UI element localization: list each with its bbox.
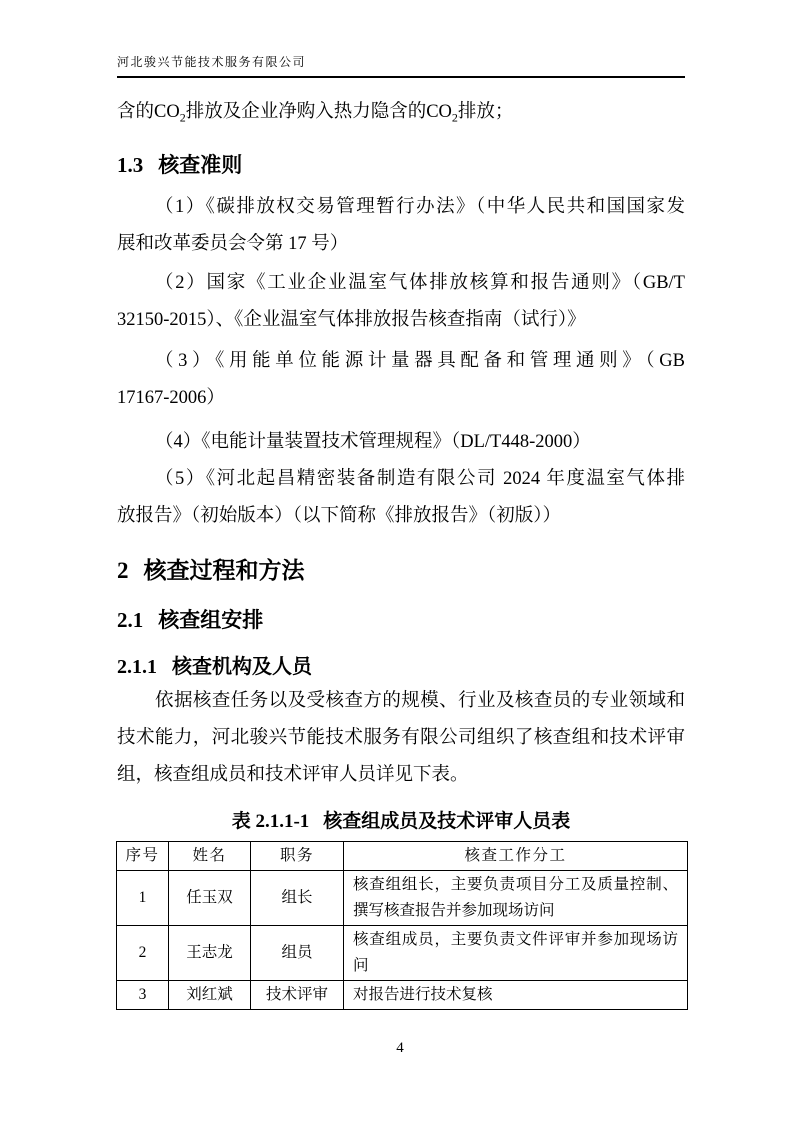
section-2-1-1-number: 2.1.1 xyxy=(117,656,157,678)
co2-subscript-2: 2 xyxy=(451,110,458,125)
verification-team-table xyxy=(116,841,688,1010)
table-caption-number: 表 2.1.1-1 xyxy=(231,811,310,832)
header-company-name: 河北骏兴节能技术服务有限公司 xyxy=(117,55,307,69)
criteria-item-3 xyxy=(117,343,685,417)
section-1-3-number: 1.3 xyxy=(117,153,144,177)
cell-role: 技术评审 xyxy=(251,981,344,1010)
paragraph-line-3: 组，核查组成员和技术评审人员详见下表。 xyxy=(117,765,469,785)
criteria-item-2 xyxy=(117,265,685,339)
cell-name: 王志龙 xyxy=(169,926,251,981)
team-arrangement-paragraph xyxy=(117,683,685,794)
cell-role: 组长 xyxy=(251,871,344,926)
section-heading-2 xyxy=(117,552,685,585)
section-2-1-number: 2.1 xyxy=(117,608,144,632)
continuation-text-1: 含的CO xyxy=(117,102,180,122)
section-heading-1-3 xyxy=(117,149,685,179)
section-2-1-title: 核查组安排 xyxy=(158,609,264,632)
criteria-item-2-line-2: 32150-2015）、《企业温室气体排放报告核查指南（试行）》 xyxy=(117,310,586,330)
section-2-1-1-title: 核查机构及人员 xyxy=(172,656,312,678)
criteria-item-5-line-1: （5）《河北起昌精密装备制造有限公司 2024 年度温室气体排 xyxy=(155,469,685,489)
cell-seq: 3 xyxy=(117,981,169,1010)
section-2-number: 2 xyxy=(117,558,129,583)
criteria-item-2-line-1: （2）国家《工业企业温室气体排放核算和报告通则》（GB/T xyxy=(155,273,685,293)
page-number: 4 xyxy=(396,1040,404,1056)
column-header-role: 职务 xyxy=(251,842,344,871)
page-header xyxy=(117,53,685,78)
cell-duty: 对报告进行技术复核 xyxy=(344,981,688,1010)
paragraph-line-1: 依据核查任务以及受核查方的规模、行业及核查员的专业领域和 xyxy=(155,691,685,711)
cell-seq: 2 xyxy=(117,926,169,981)
paragraph-line-2: 技术能力，河北骏兴节能技术服务有限公司组织了核查组和技术评审 xyxy=(117,728,685,748)
continuation-paragraph xyxy=(117,99,685,125)
cell-duty: 核查组组长，主要负责项目分工及质量控制、撰写核查报告并参加现场访问 xyxy=(344,871,688,926)
criteria-item-4-line-1: （4）《电能计量装置技术管理规程》（DL/T448-2000） xyxy=(155,432,591,452)
continuation-text-2: 排放及企业净购入热力隐含的CO xyxy=(185,102,452,122)
cell-name: 任玉双 xyxy=(169,871,251,926)
criteria-item-5 xyxy=(117,461,685,535)
criteria-item-1-line-2: 展和改革委员会令第 17 号） xyxy=(117,234,349,254)
table-row xyxy=(117,871,688,926)
criteria-item-3-line-1: （3）《用能单位能源计量器具配备和管理通则》（GB xyxy=(155,351,685,371)
cell-role: 组员 xyxy=(251,926,344,981)
table-caption xyxy=(117,806,685,833)
criteria-item-3-line-2: 17167-2006） xyxy=(117,388,225,408)
co2-subscript-1: 2 xyxy=(179,110,186,125)
column-header-name: 姓名 xyxy=(169,842,251,871)
section-1-3-title: 核查准则 xyxy=(158,154,243,177)
continuation-text-3: 排放； xyxy=(457,102,514,122)
column-header-duty: 核查工作分工 xyxy=(344,842,688,871)
section-2-title: 核查过程和方法 xyxy=(143,557,305,583)
criteria-item-4 xyxy=(117,424,685,461)
table-caption-text: 核查组成员及技术评审人员表 xyxy=(323,811,571,832)
column-header-seq: 序号 xyxy=(117,842,169,871)
table-header-row xyxy=(117,842,688,871)
section-heading-2-1 xyxy=(117,604,685,634)
section-heading-2-1-1 xyxy=(117,650,685,679)
criteria-item-1-line-1: （1）《碳排放权交易管理暂行办法》（中华人民共和国国家发 xyxy=(155,197,685,217)
cell-name: 刘红斌 xyxy=(169,981,251,1010)
table-row xyxy=(117,981,688,1010)
table-row xyxy=(117,926,688,981)
criteria-item-5-line-2: 放报告》（初始版本）（以下简称《排放报告》（初版）） xyxy=(117,506,562,526)
criteria-item-1 xyxy=(117,189,685,263)
cell-duty: 核查组成员，主要负责文件评审并参加现场访问 xyxy=(344,926,688,981)
cell-seq: 1 xyxy=(117,871,169,926)
